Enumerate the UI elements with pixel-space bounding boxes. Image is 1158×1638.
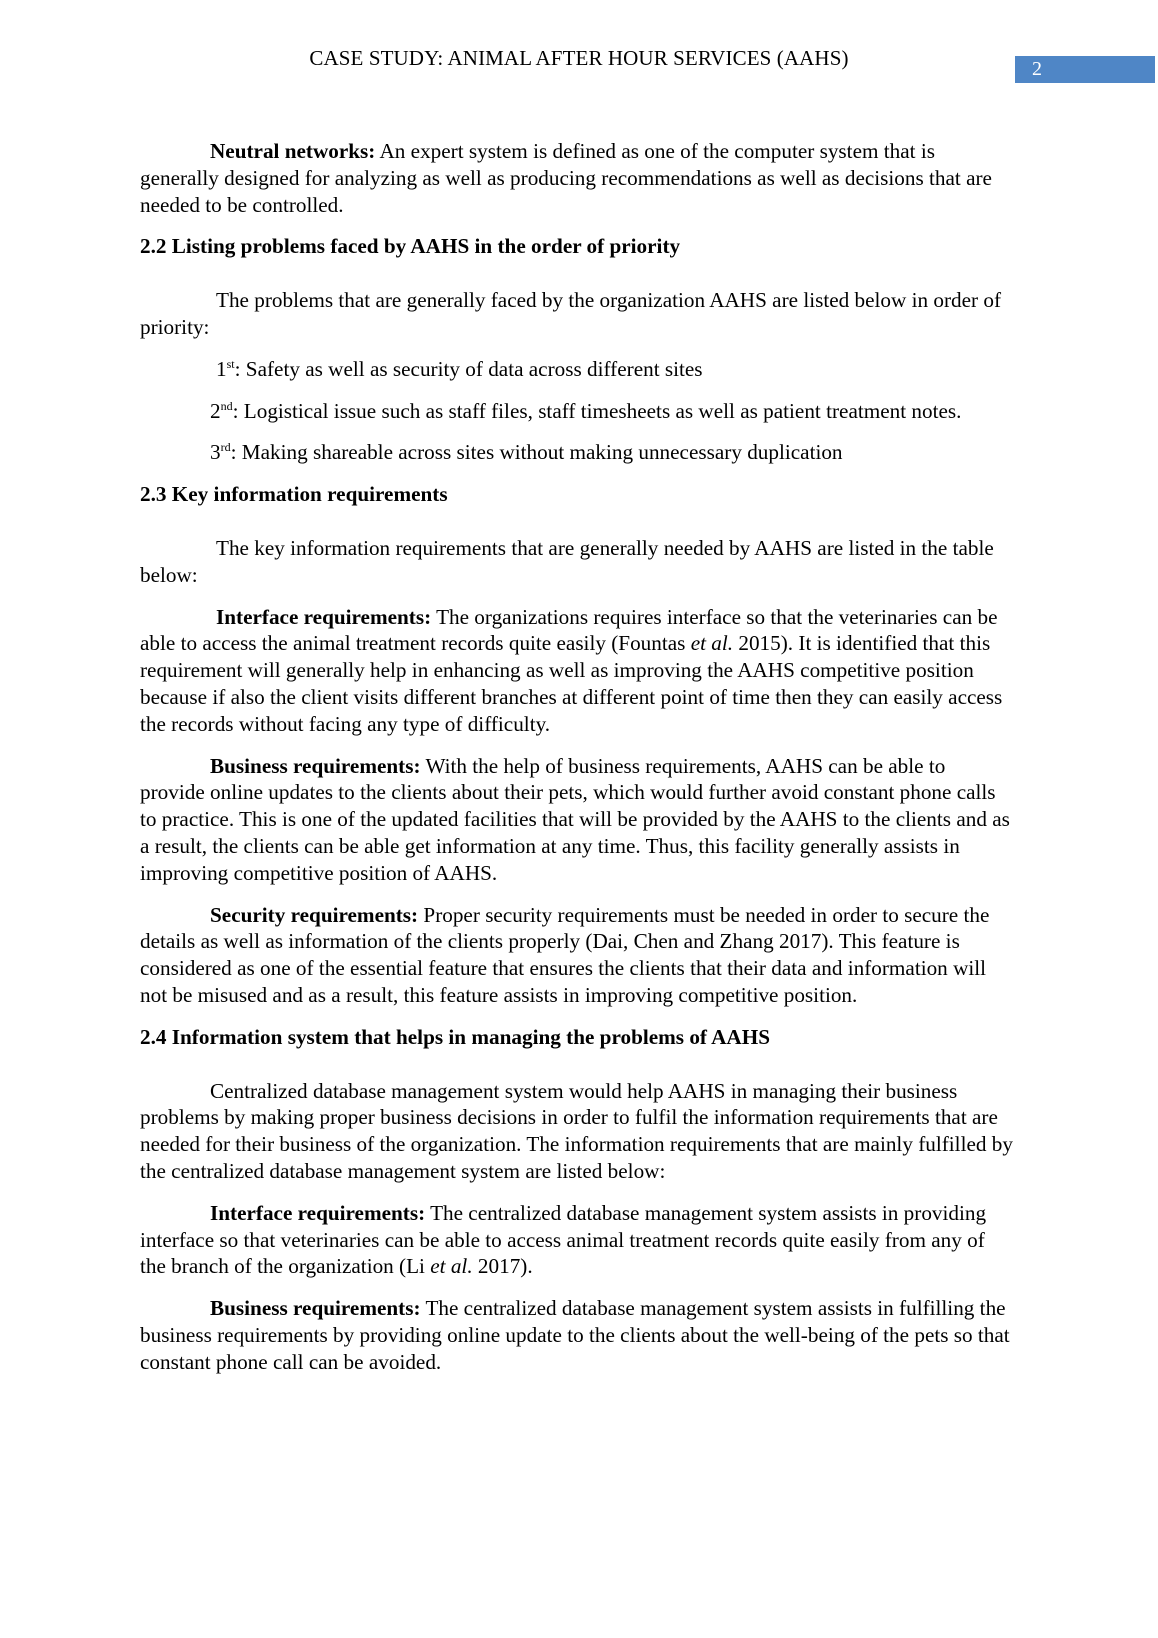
paragraph-text: The organizations requires interface so that the veterinaries can be able to access the animal treatment records quite easily (Fountas [140,604,998,656]
paragraph-neutral-networks [140,138,1015,218]
ordinal-suffix: nd [220,398,233,413]
page-number: 2 [1015,56,1155,83]
term-label: Security requirements: [210,902,419,927]
paragraph-text: An expert system is defined as one of the computer system that is generally designed for analyzing as well as producing recommendations as well as decisions that are needed to be controlled. [140,139,992,217]
term-label: Neutral networks: [210,139,376,163]
heading-2-3: 2.3 Key information requirements [140,482,448,507]
priority-item-3 [140,439,1015,466]
paragraph-text: 2017). [472,1254,533,1279]
paragraph-text: The centralized database management system assists in fulfilling the business requirements by providing online update to the clients about the well-being of the pets so that constant phone call can be avoided. [140,1296,1010,1374]
heading-2-4: 2.4 Information system that helps in managing the problems of AAHS [140,1024,770,1049]
priority-number: 3 [210,440,221,465]
paragraph-business-requirements [140,753,1015,887]
priority-item-1 [140,356,1015,383]
paragraph-problems-intro: The problems that are generally faced by the organization AAHS are listed below in order of priority: [140,288,1002,339]
priority-number: 2 [210,398,221,423]
priority-item-2 [140,398,1015,425]
paragraph-security-requirements [140,902,1015,1009]
ordinal-suffix: rd [220,440,231,455]
term-label: Interface requirements: [210,1200,426,1225]
running-header: CASE STUDY: ANIMAL AFTER HOUR SERVICES (AAHS) [309,46,849,70]
paragraph-text: Proper security requirements must be needed in order to secure the details as well as information of the clients properly (Dai, Chen and Zhang 2017). This feature is considered as one of the essential feature that ensures the clients that their data and information will not be misused and as a result, this feature assists in improving competitive position. [140,902,990,1007]
priority-text: : Making shareable across sites without making unnecessary duplication [230,440,843,465]
term-label: Business requirements: [210,1296,421,1321]
paragraph-key-requirements-intro: The key information requirements that are generally needed by AAHS are listed in the table below: [140,535,994,587]
citation-etal: et al. [430,1254,473,1279]
paragraph-interface-requirements [140,604,1015,738]
priority-text: : Safety as well as security of data across different sites [234,356,703,381]
heading-2-2: 2.2 Listing problems faced by AAHS in the order of priority [140,234,681,259]
paragraph-text: With the help of business requirements, AAHS can be able to provide online updates to the clients about their pets, which would further avoid constant phone calls to practice. This is one of the updated facilities that will be provided by the AAHS to the clients and as a result, the clients can be able get information at any time. Thus, this facility generally assists in improving competitive position of AAHS. [140,753,1010,885]
paragraph-db-interface-requirements [140,1200,1015,1280]
paragraph-centralized-db-intro: Centralized database management system would help AAHS in managing their business problems by making proper business decisions in order to fulfil the information requirements that are needed for their business of the organization. The information requirements that are mainly fulfilled by the centralized database management system are listed below: [140,1078,1013,1183]
paragraph-db-business-requirements [140,1295,1015,1375]
priority-number: 1 [216,356,227,381]
term-label: Business requirements: [210,753,421,778]
term-label: Interface requirements: [216,604,432,629]
paragraph-text: The centralized database management system assists in providing interface so that veterinaries can be able to access animal treatment records quite easily from any of the branch of the organization (Li [140,1200,987,1279]
paragraph-text: 2015). It is identified that this requirement will generally help in enhancing as well as improving the AAHS competitive position because if also the client visits different branches at different point of time then they can easily access the records without facing any type of difficulty. [140,631,1003,736]
priority-text: : Logistical issue such as staff files, staff timesheets as well as patient treatment notes. [232,398,962,423]
citation-etal: et al. [690,631,734,656]
document-body [140,138,1015,1390]
ordinal-suffix: st [226,356,235,371]
